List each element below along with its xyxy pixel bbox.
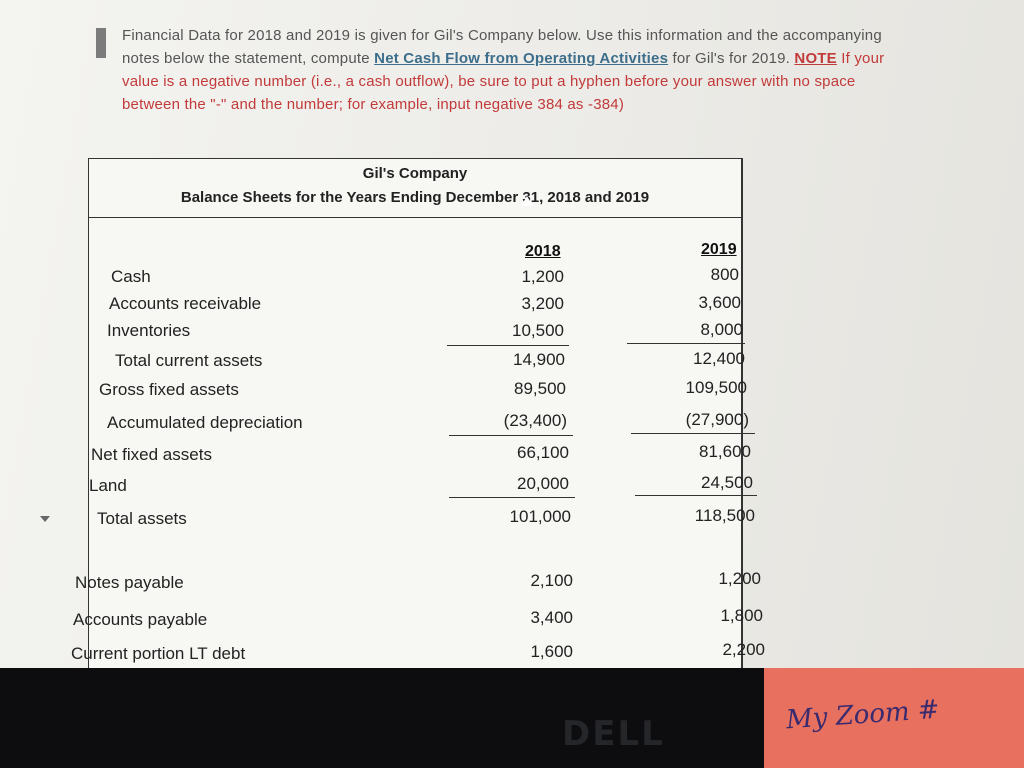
row-label: Accounts payable — [73, 610, 208, 629]
row-value-2018: 66,100 — [517, 443, 569, 462]
row-value-2018: (23,400) — [503, 411, 567, 430]
row-label: Total assets — [97, 509, 187, 528]
instructions-text: Financial Data for 2018 and 2019 is given for Gil's Company below. Use this information and the accompanying notes below the statement, compute — [122, 27, 882, 67]
balance-sheet-table — [71, 158, 765, 680]
sticky-note — [764, 668, 1024, 768]
row-value-2019: (27,900) — [685, 410, 749, 429]
column-header-2018: 2018 — [525, 243, 561, 260]
subtotal-rule-2019 — [627, 343, 745, 344]
row-value-2018: 3,400 — [530, 608, 573, 627]
brand-logo: DELL — [562, 714, 665, 754]
row-value-2018: 20,000 — [517, 474, 569, 493]
question-marker — [96, 28, 106, 58]
row-value-2019: 81,600 — [699, 442, 751, 461]
row-value-2018: 3,200 — [521, 294, 564, 313]
note-label: NOTE — [794, 50, 837, 67]
row-value-2019: 12,400 — [693, 349, 745, 368]
row-value-2019: 109,500 — [685, 378, 747, 397]
sticky-note-text: My Zoom # — [785, 694, 941, 736]
row-value-2019: 8,000 — [700, 320, 743, 339]
subtotal-rule-2018 — [447, 345, 569, 346]
row-value-2019: 24,500 — [701, 473, 753, 492]
mouse-cursor-icon — [521, 196, 533, 206]
row-value-2019: 3,600 — [698, 293, 741, 312]
row-value-2018: 101,000 — [509, 507, 571, 526]
instructions-text-2: for Gil's for 2019. — [668, 50, 795, 67]
row-value-2018: 1,600 — [530, 642, 573, 661]
row-label: Inventories — [107, 321, 191, 340]
collapse-arrow-icon[interactable] — [40, 516, 50, 522]
row-value-2018: 1,200 — [521, 267, 564, 286]
subtotal-rule-2018 — [449, 435, 573, 436]
row-value-2018: 14,900 — [513, 350, 565, 369]
row-label: Net fixed assets — [91, 445, 212, 464]
row-value-2019: 1,800 — [720, 606, 763, 625]
instructions-highlight: Net Cash Flow from Operating Activities — [374, 50, 669, 67]
row-label: Accumulated depreciation — [107, 413, 303, 432]
row-label: Gross fixed assets — [99, 380, 239, 399]
column-header-2019: 2019 — [701, 241, 737, 258]
row-value-2018: 89,500 — [514, 379, 566, 398]
row-value-2018: 2,100 — [530, 571, 573, 590]
row-value-2018: 10,500 — [512, 321, 564, 340]
row-label: Notes payable — [75, 573, 184, 592]
total-rule-2019 — [635, 495, 757, 496]
row-value-2019: 2,200 — [722, 640, 765, 659]
title-divider — [89, 217, 741, 218]
row-value-2019: 118,500 — [694, 506, 755, 525]
statement-title: Balance Sheets for the Years Ending December 31, 2018 and 2019 — [180, 189, 650, 206]
row-value-2019: 1,200 — [718, 569, 761, 588]
note-text: If your value is a negative number (i.e., a cash outflow), be sure to put a hyphen before your answer with no space between the "-" and the number; for example, input negative 384 as -384) — [122, 50, 885, 113]
total-rule-2018 — [449, 497, 575, 498]
row-label: Total current assets — [115, 351, 263, 370]
row-label: Cash — [111, 267, 151, 286]
company-title: Gil's Company — [362, 165, 468, 182]
row-label: Current portion LT debt — [71, 644, 246, 663]
row-label: Accounts receivable — [109, 294, 262, 313]
question-instructions — [122, 24, 912, 116]
subtotal-rule-2019 — [631, 433, 755, 434]
row-value-2019: 800 — [710, 265, 739, 284]
row-label: Land — [89, 476, 127, 495]
